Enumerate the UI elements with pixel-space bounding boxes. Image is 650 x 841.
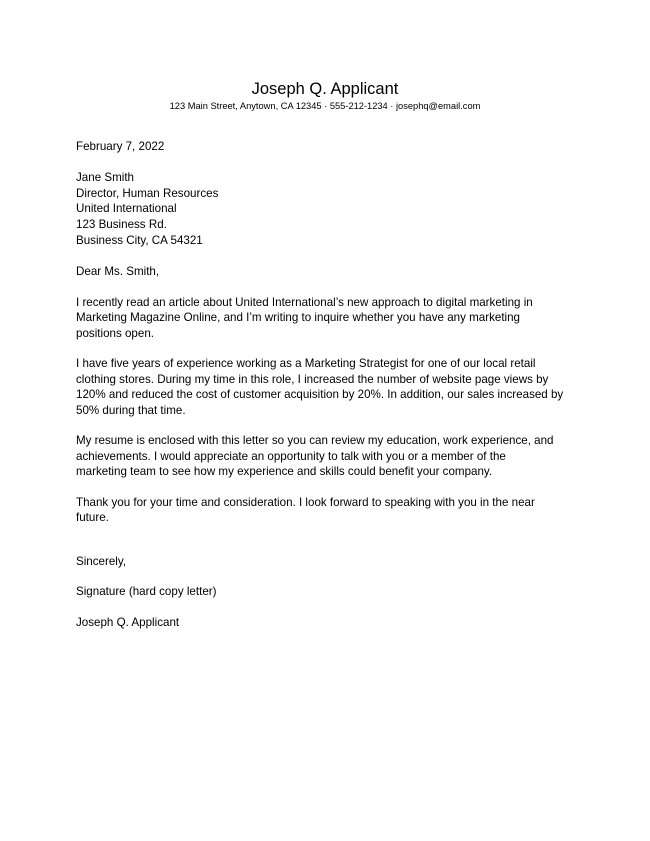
recipient-name: Jane Smith: [76, 171, 134, 185]
body-paragraph-2: [76, 356, 576, 418]
paragraph-line: future.: [76, 511, 109, 525]
paragraph-line: I have five years of experience working as a Marketing Strategist for one of our local retail: [76, 357, 536, 371]
body-paragraph-4: [76, 495, 576, 526]
paragraph-line: I recently read an article about United International’s new approach to digital marketing in: [76, 295, 533, 309]
letter-date: February 7, 2022: [76, 140, 165, 153]
recipient-city: Business City, CA 54321: [76, 233, 203, 247]
recipient-street: 123 Business Rd.: [76, 217, 167, 231]
sender-name: Joseph Q. Applicant: [251, 80, 399, 98]
body-paragraph-1: [76, 295, 576, 342]
paragraph-line: clothing stores. During my time in this role, I increased the number of website page views by: [76, 372, 549, 386]
sender-contact-line: 123 Main Street, Anytown, CA 12345 · 555-212-1234 · josephq@email.com: [169, 101, 481, 111]
paragraph-line: Thank you for your time and consideration. I look forward to speaking with you in the near: [76, 495, 535, 509]
body-paragraph-3: [76, 433, 576, 480]
letter-header: [0, 79, 650, 112]
paragraph-line: positions open.: [76, 326, 154, 340]
recipient-title: Director, Human Resources: [76, 186, 219, 200]
recipient-address: [76, 170, 576, 248]
paragraph-line: 50% during that time.: [76, 403, 186, 417]
letter-body: [76, 139, 576, 630]
signature-placeholder: Signature (hard copy letter): [76, 585, 217, 599]
salutation: Dear Ms. Smith,: [76, 265, 160, 279]
paragraph-line: Marketing Magazine Online, and I’m writing to inquire whether you have any marketing: [76, 311, 521, 325]
typed-name: Joseph Q. Applicant: [76, 615, 180, 629]
paragraph-line: My resume is enclosed with this letter so you can review my education, work experience, and: [76, 434, 554, 448]
paragraph-line: achievements. I would appreciate an opportunity to talk with you or a member of the: [76, 449, 506, 463]
paragraph-line: 120% and reduced the cost of customer acquisition by 20%. In addition, our sales increased by: [76, 388, 564, 402]
closing: Sincerely,: [76, 555, 127, 569]
paragraph-line: marketing team to see how my experience and skills could benefit your company.: [76, 465, 493, 479]
recipient-company: United International: [76, 202, 177, 216]
